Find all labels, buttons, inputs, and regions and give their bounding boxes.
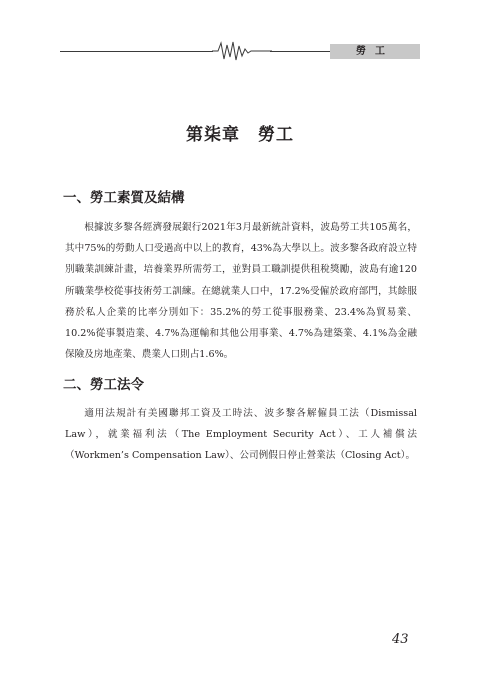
section-body (65, 403, 417, 467)
header-tab: 勞工 (330, 44, 420, 59)
page-number: 43 (392, 632, 409, 647)
section-body (65, 217, 417, 365)
header-rule-left (60, 51, 213, 52)
chapter-title: 第柒章 勞工 (186, 125, 294, 145)
header-rule-right (270, 51, 330, 52)
section-heading: 二、勞工法令 (63, 377, 144, 393)
paragraph: 根據波多黎各經濟發展銀行2021年3月最新統計資料，波島勞工共105萬名，其中75%的勞動人口受過高中以上的教育，43%為大學以上。波多黎各政府設立特別職業訓練計畫，培養業界所需勞工，並對員工職訓提供租稅獎勵，波島有逾120所職業學校從事技術勞工訓練。在總就業人口中，17.2%受僱於政府部門，其餘服務於私人企業的比率分別如下：35.2%的勞工從事服務業、23.4%為貿易業、10.2%從事製造業、4.7%為運輸和其他公用事業、4.7%為建築業、4.1%為金融保險及房地產業、農業人口則占1.6%。 (65, 222, 417, 361)
paragraph: 適用法規計有美國聯邦工資及工時法、波多黎各解僱員工法（Dismissal Law），就業福利法（The Employment Security Act）、工人補償法（Workmen’s Compensation Law）、公司例假日停止營業法（Closing Act）。 (65, 408, 417, 462)
section-heading: 一、勞工素質及結構 (63, 190, 185, 206)
pulse-line-icon (212, 40, 272, 62)
